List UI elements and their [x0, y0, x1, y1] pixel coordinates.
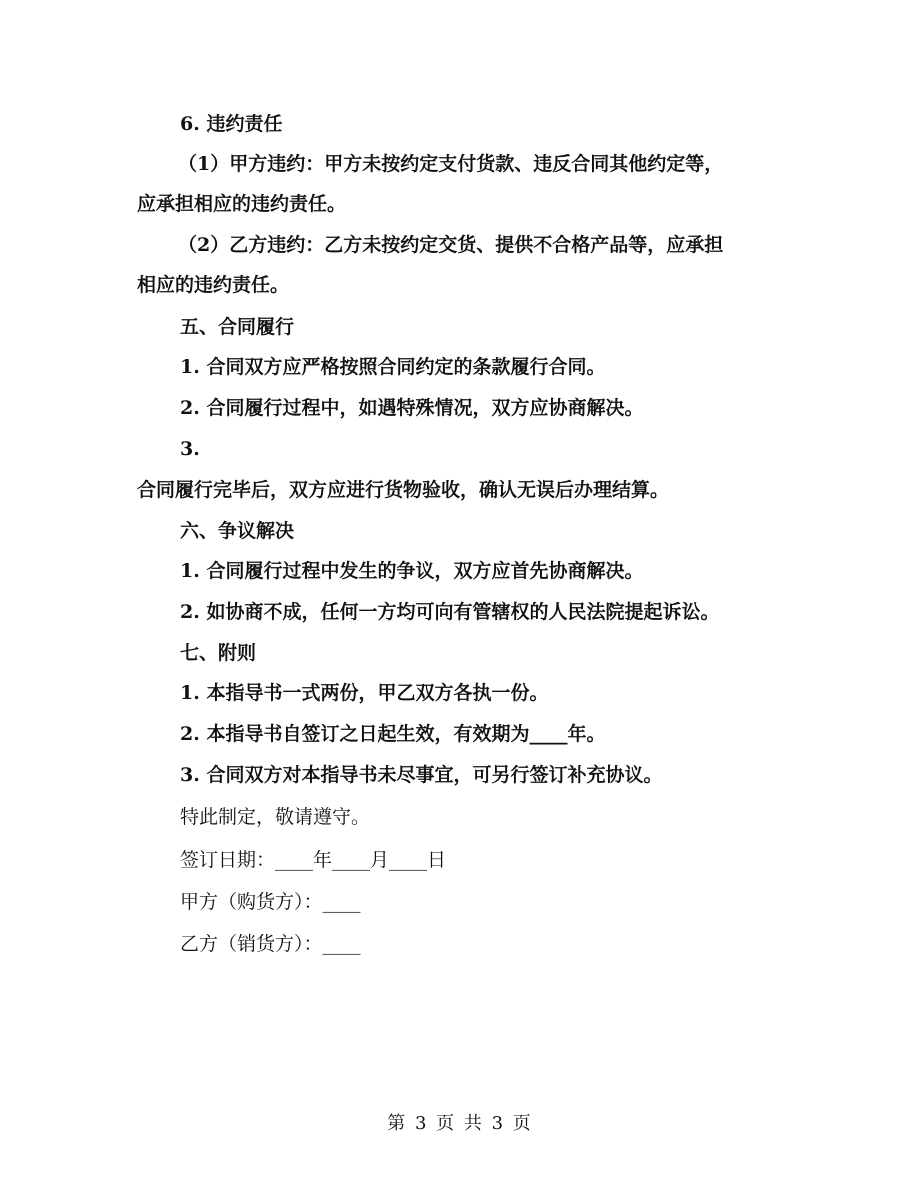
paragraph-party-b-breach: （2）乙方违约：乙方未按约定交货、提供不合格产品等，应承担	[178, 234, 724, 256]
list-item-dispute-1: 1. 合同履行过程中发生的争议，双方应首先协商解决。	[180, 560, 644, 582]
party-a-signature-field: 甲方（购货方）：____	[180, 891, 361, 913]
section-heading-breach-liability: 6. 违约责任	[180, 113, 283, 135]
section-heading-contract-performance: 五、合同履行	[180, 316, 295, 338]
signing-date-field: 签订日期：____年____月____日	[180, 849, 447, 871]
list-item-performance-3-text: 合同履行完毕后，双方应进行货物验收，确认无误后办理结算。	[137, 479, 670, 501]
list-item-supplementary-1: 1. 本指导书一式两份，甲乙双方各执一份。	[180, 682, 549, 704]
list-item-dispute-2: 2. 如协商不成，任何一方均可向有管辖权的人民法院提起诉讼。	[180, 601, 720, 623]
page-number-footer: 第 3 页 共 3 页	[387, 1113, 533, 1134]
party-b-signature-field: 乙方（销货方）：____	[180, 933, 361, 955]
list-item-supplementary-2: 2. 本指导书自签订之日起生效，有效期为____年。	[180, 723, 606, 745]
section-heading-dispute-resolution: 六、争议解决	[180, 520, 295, 542]
list-item-supplementary-3: 3. 合同双方对本指导书未尽事宜，可另行签订补充协议。	[180, 764, 663, 786]
list-item-performance-1: 1. 合同双方应严格按照合同约定的条款履行合同。	[180, 356, 606, 378]
paragraph-party-b-breach-cont: 相应的违约责任。	[137, 274, 290, 296]
paragraph-party-a-breach-cont: 应承担相应的违约责任。	[137, 193, 347, 215]
paragraph-party-a-breach: （1）甲方违约：甲方未按约定支付货款、违反合同其他约定等，	[178, 153, 724, 175]
list-item-performance-3-number: 3.	[180, 438, 200, 460]
section-heading-supplementary: 七、附则	[180, 642, 257, 664]
closing-statement: 特此制定，敬请遵守。	[180, 806, 371, 828]
list-item-performance-2: 2. 合同履行过程中，如遇特殊情况，双方应协商解决。	[180, 397, 644, 419]
